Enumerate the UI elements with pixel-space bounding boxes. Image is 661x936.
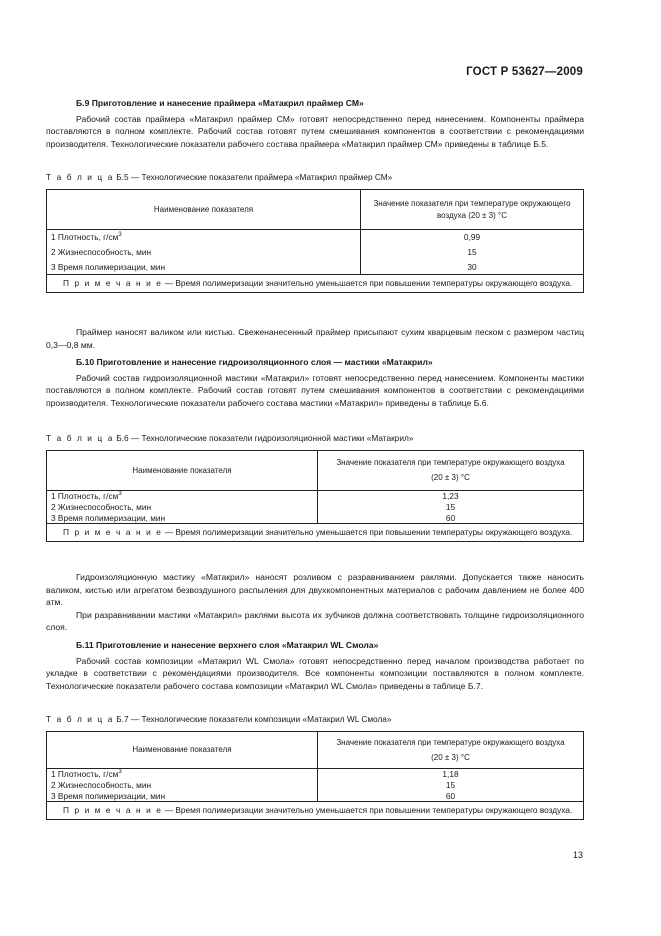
table-row: 1 Плотность, $г/см^3$ 0,99	[47, 230, 584, 245]
section-b9-paragraph: Рабочий состав праймера «Матакрил праймер СМ» готовят непосредственно перед нанесением. Компоненты праймера поставляются в полном комплекте. Рабочий состав готовят путем смешивания компонентов в соответствии с рекомендациями производителя. Технологические показатели рабочего состава праймера «Матакрил праймер СМ» приведены в таблице Б.5.	[46, 113, 584, 149]
section-b10-title: Б.10 Приготовление и нанесение гидроизоляционного слоя — мастики «Матакрил»	[76, 357, 433, 367]
table-b7-caption: Т а б л и ц а Б.7 — Технологические показатели композиции «Матакрил WL Смола»	[46, 714, 392, 724]
table-b7-note: П р и м е ч а н и е — Время полимеризации значительно уменьшается при повышении температуры окружающего воздуха.	[47, 802, 584, 820]
table-b6-col2: Значение показателя при температуре окружающего воздуха (20 ± 3) °С	[318, 451, 584, 491]
section-b10-paragraph: Рабочий состав гидроизоляционной мастики «Матакрил» готовят непосредственно перед нанесением. Компоненты мастики поставляются в полном комплекте. Рабочий состав готовят путем смешивания компонентов в соответствии с рекомендациями производителя. Технологические показатели рабочего состава мастики «Матакрил» приведены в таблице Б.6.	[46, 372, 584, 408]
table-row: 3 Время полимеризации, мин 30	[47, 260, 584, 275]
primer-application-text: Праймер наносят валиком или кистью. Свеженанесенный праймер присыпают сухим кварцевым песком с размером частиц 0,3—0,8 мм.	[46, 327, 584, 350]
table-b5-note-row	[47, 275, 584, 293]
table-b6-caption: Т а б л и ц а Б.6 — Технологические показатели гидроизоляционной мастики «Матакрил»	[46, 433, 414, 443]
table-row: 2 Жизнеспособность, мин 15	[47, 245, 584, 260]
section-b9-title: Б.9 Приготовление и нанесение праймера «Матакрил праймер СМ»	[76, 98, 364, 108]
table-row: 3 Время полимеризации, мин 60	[47, 791, 584, 802]
table-b7	[46, 731, 584, 820]
table-b7-col2: Значение показателя при температуре окружающего воздуха (20 ± 3) °С	[318, 732, 584, 769]
table-row: 2 Жизнеспособность, мин 15	[47, 780, 584, 791]
mastic-application-text: Гидроизоляционную мастику «Матакрил» наносят розливом с разравниванием раклями. Допускается также наносить валиком, кистью или агрегатом безвоздушного распыления для двухкомпонентных материалов с рабочим давлением не более 400 атм.	[46, 572, 584, 608]
table-b5-caption: Т а б л и ц а Б.5 — Технологические показатели праймера «Матакрил праймер СМ»	[46, 172, 393, 182]
table-b6-note: П р и м е ч а н и е — Время полимеризации значительно уменьшается при повышении температуры окружающего воздуха.	[47, 524, 584, 542]
squeegee-text: При разравнивании мастики «Матакрил» раклями высота их зубчиков должна соответствовать толщине гидроизоляционного слоя.	[46, 609, 584, 633]
table-b7-col1: Наименование показателя	[47, 732, 318, 769]
section-b11-title: Б.11 Приготовление и нанесение верхнего слоя «Матакрил WL Смола»	[76, 640, 379, 650]
table-row: 2 Жизнеспособность, мин 15	[47, 502, 584, 513]
section-b9	[46, 97, 584, 150]
standard-number: ГОСТ Р 53627—2009	[466, 66, 583, 78]
section-b10-after	[46, 571, 584, 634]
table-b6-note-row	[47, 524, 584, 542]
table-b5-note: П р и м е ч а н и е — Время полимеризации значительно уменьшается при повышении температуры окружающего воздуха.	[47, 275, 584, 293]
table-b5-col2: Значение показателя при температуре окружающего воздуха (20 ± 3) °С	[361, 190, 584, 230]
table-row: 3 Время полимеризации, мин 60	[47, 513, 584, 524]
section-b10	[46, 356, 584, 409]
table-b6	[46, 450, 584, 542]
section-b11	[46, 639, 584, 692]
table-b5	[46, 189, 584, 293]
section-b9-after	[46, 326, 584, 351]
page-number: 13	[572, 850, 583, 860]
table-b6-col1: Наименование показателя	[47, 451, 318, 491]
table-row: 1 Плотность, $г/см^3$ 1,23	[47, 491, 584, 502]
table-b5-col1: Наименование показателя	[47, 190, 361, 230]
section-b11-paragraph: Рабочий состав композиции «Матакрил WL Смола» готовят непосредственно перед началом производства работает по укладке в соответствии с рекомендациями производителя. Все компоненты композиции поставляются в полном комплекте. Технологические показатели рабочего состава композиции «Матакрил WL Смола» приведены в таблице Б.7.	[46, 655, 584, 691]
table-b7-note-row	[47, 802, 584, 820]
table-row: 1 Плотность, $г/см^3$ 1,18	[47, 769, 584, 780]
